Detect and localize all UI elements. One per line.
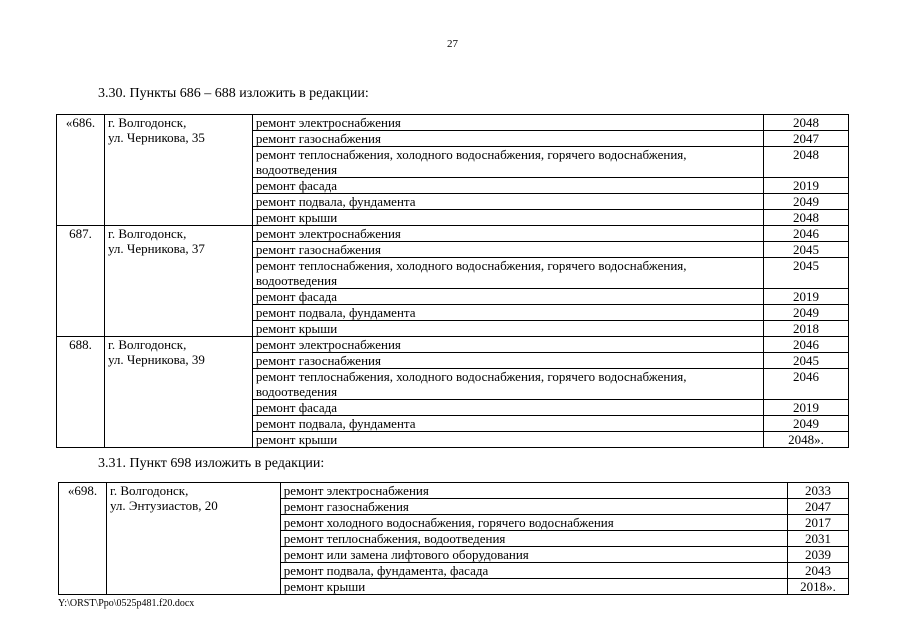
year: 2019	[764, 289, 849, 305]
table-row	[59, 483, 849, 499]
work-type: ремонт газоснабжения	[252, 353, 763, 369]
work-type: ремонт теплоснабжения, водоотведения	[280, 531, 787, 547]
address-line: ул. Черникова, 39	[107, 352, 205, 367]
item-number: 687.	[57, 226, 105, 337]
table-row	[57, 337, 849, 353]
year: 2031	[788, 531, 849, 547]
work-type: ремонт теплоснабжения, холодного водоснабжения, горячего водоснабжения, водоотведения	[252, 147, 763, 178]
table-row	[57, 226, 849, 242]
repair-schedule-table-686-688	[56, 114, 849, 448]
year: 2048».	[764, 432, 849, 448]
work-type: ремонт электроснабжения	[252, 115, 763, 131]
work-type: ремонт фасада	[252, 400, 763, 416]
work-type: ремонт холодного водоснабжения, горячего водоснабжения	[280, 515, 787, 531]
year: 2047	[788, 499, 849, 515]
repair-schedule-table-698	[58, 482, 849, 595]
item-number: 688.	[57, 337, 105, 448]
work-type: ремонт теплоснабжения, холодного водоснабжения, горячего водоснабжения, водоотведения	[252, 369, 763, 400]
year: 2019	[764, 178, 849, 194]
section-heading-3-30: 3.30. Пункты 686 – 688 изложить в редакции:	[98, 86, 369, 101]
year: 2033	[788, 483, 849, 499]
address-line: г. Волгодонск,	[107, 337, 187, 352]
work-type: ремонт фасада	[252, 178, 763, 194]
work-type: ремонт подвала, фундамента, фасада	[280, 563, 787, 579]
section-heading-3-31: 3.31. Пункт 698 изложить в редакции:	[98, 456, 325, 471]
year: 2047	[764, 131, 849, 147]
year: 2018	[764, 321, 849, 337]
work-type: ремонт газоснабжения	[280, 499, 787, 515]
year: 2043	[788, 563, 849, 579]
work-type: ремонт газоснабжения	[252, 242, 763, 258]
year: 2045	[764, 242, 849, 258]
year: 2018».	[788, 579, 849, 595]
year: 2045	[764, 258, 849, 289]
year: 2049	[764, 305, 849, 321]
address-line: г. Волгодонск,	[107, 226, 187, 241]
address-cell	[104, 226, 252, 337]
work-type: ремонт подвала, фундамента	[252, 305, 763, 321]
year: 2049	[764, 194, 849, 210]
address-cell	[104, 337, 252, 448]
year: 2046	[764, 337, 849, 353]
file-path-footer: Y:\ORST\Ppo\0525p481.f20.docx	[58, 598, 195, 609]
work-type: ремонт теплоснабжения, холодного водоснабжения, горячего водоснабжения, водоотведения	[252, 258, 763, 289]
item-number: «686.	[57, 115, 105, 226]
address-line: ул. Черникова, 35	[107, 130, 205, 145]
work-type: ремонт электроснабжения	[252, 337, 763, 353]
work-type: ремонт крыши	[252, 210, 763, 226]
address-cell	[106, 483, 280, 595]
year: 2049	[764, 416, 849, 432]
address-line: г. Волгодонск,	[109, 483, 189, 498]
page-number: 27	[447, 38, 458, 50]
work-type: ремонт газоснабжения	[252, 131, 763, 147]
item-number: «698.	[59, 483, 107, 595]
year: 2046	[764, 226, 849, 242]
work-type: ремонт крыши	[252, 432, 763, 448]
address-line: ул. Черникова, 37	[107, 241, 205, 256]
table-row	[57, 115, 849, 131]
work-type: ремонт фасада	[252, 289, 763, 305]
year: 2019	[764, 400, 849, 416]
address-line: ул. Энтузиастов, 20	[109, 498, 218, 513]
work-type: ремонт крыши	[280, 579, 787, 595]
year: 2039	[788, 547, 849, 563]
year: 2046	[764, 369, 849, 400]
year: 2017	[788, 515, 849, 531]
work-type: ремонт электроснабжения	[280, 483, 787, 499]
address-line: г. Волгодонск,	[107, 115, 187, 130]
work-type: ремонт подвала, фундамента	[252, 194, 763, 210]
year: 2045	[764, 353, 849, 369]
work-type: ремонт подвала, фундамента	[252, 416, 763, 432]
year: 2048	[764, 147, 849, 178]
address-cell	[104, 115, 252, 226]
work-type: ремонт электроснабжения	[252, 226, 763, 242]
work-type: ремонт крыши	[252, 321, 763, 337]
year: 2048	[764, 210, 849, 226]
year: 2048	[764, 115, 849, 131]
work-type: ремонт или замена лифтового оборудования	[280, 547, 787, 563]
